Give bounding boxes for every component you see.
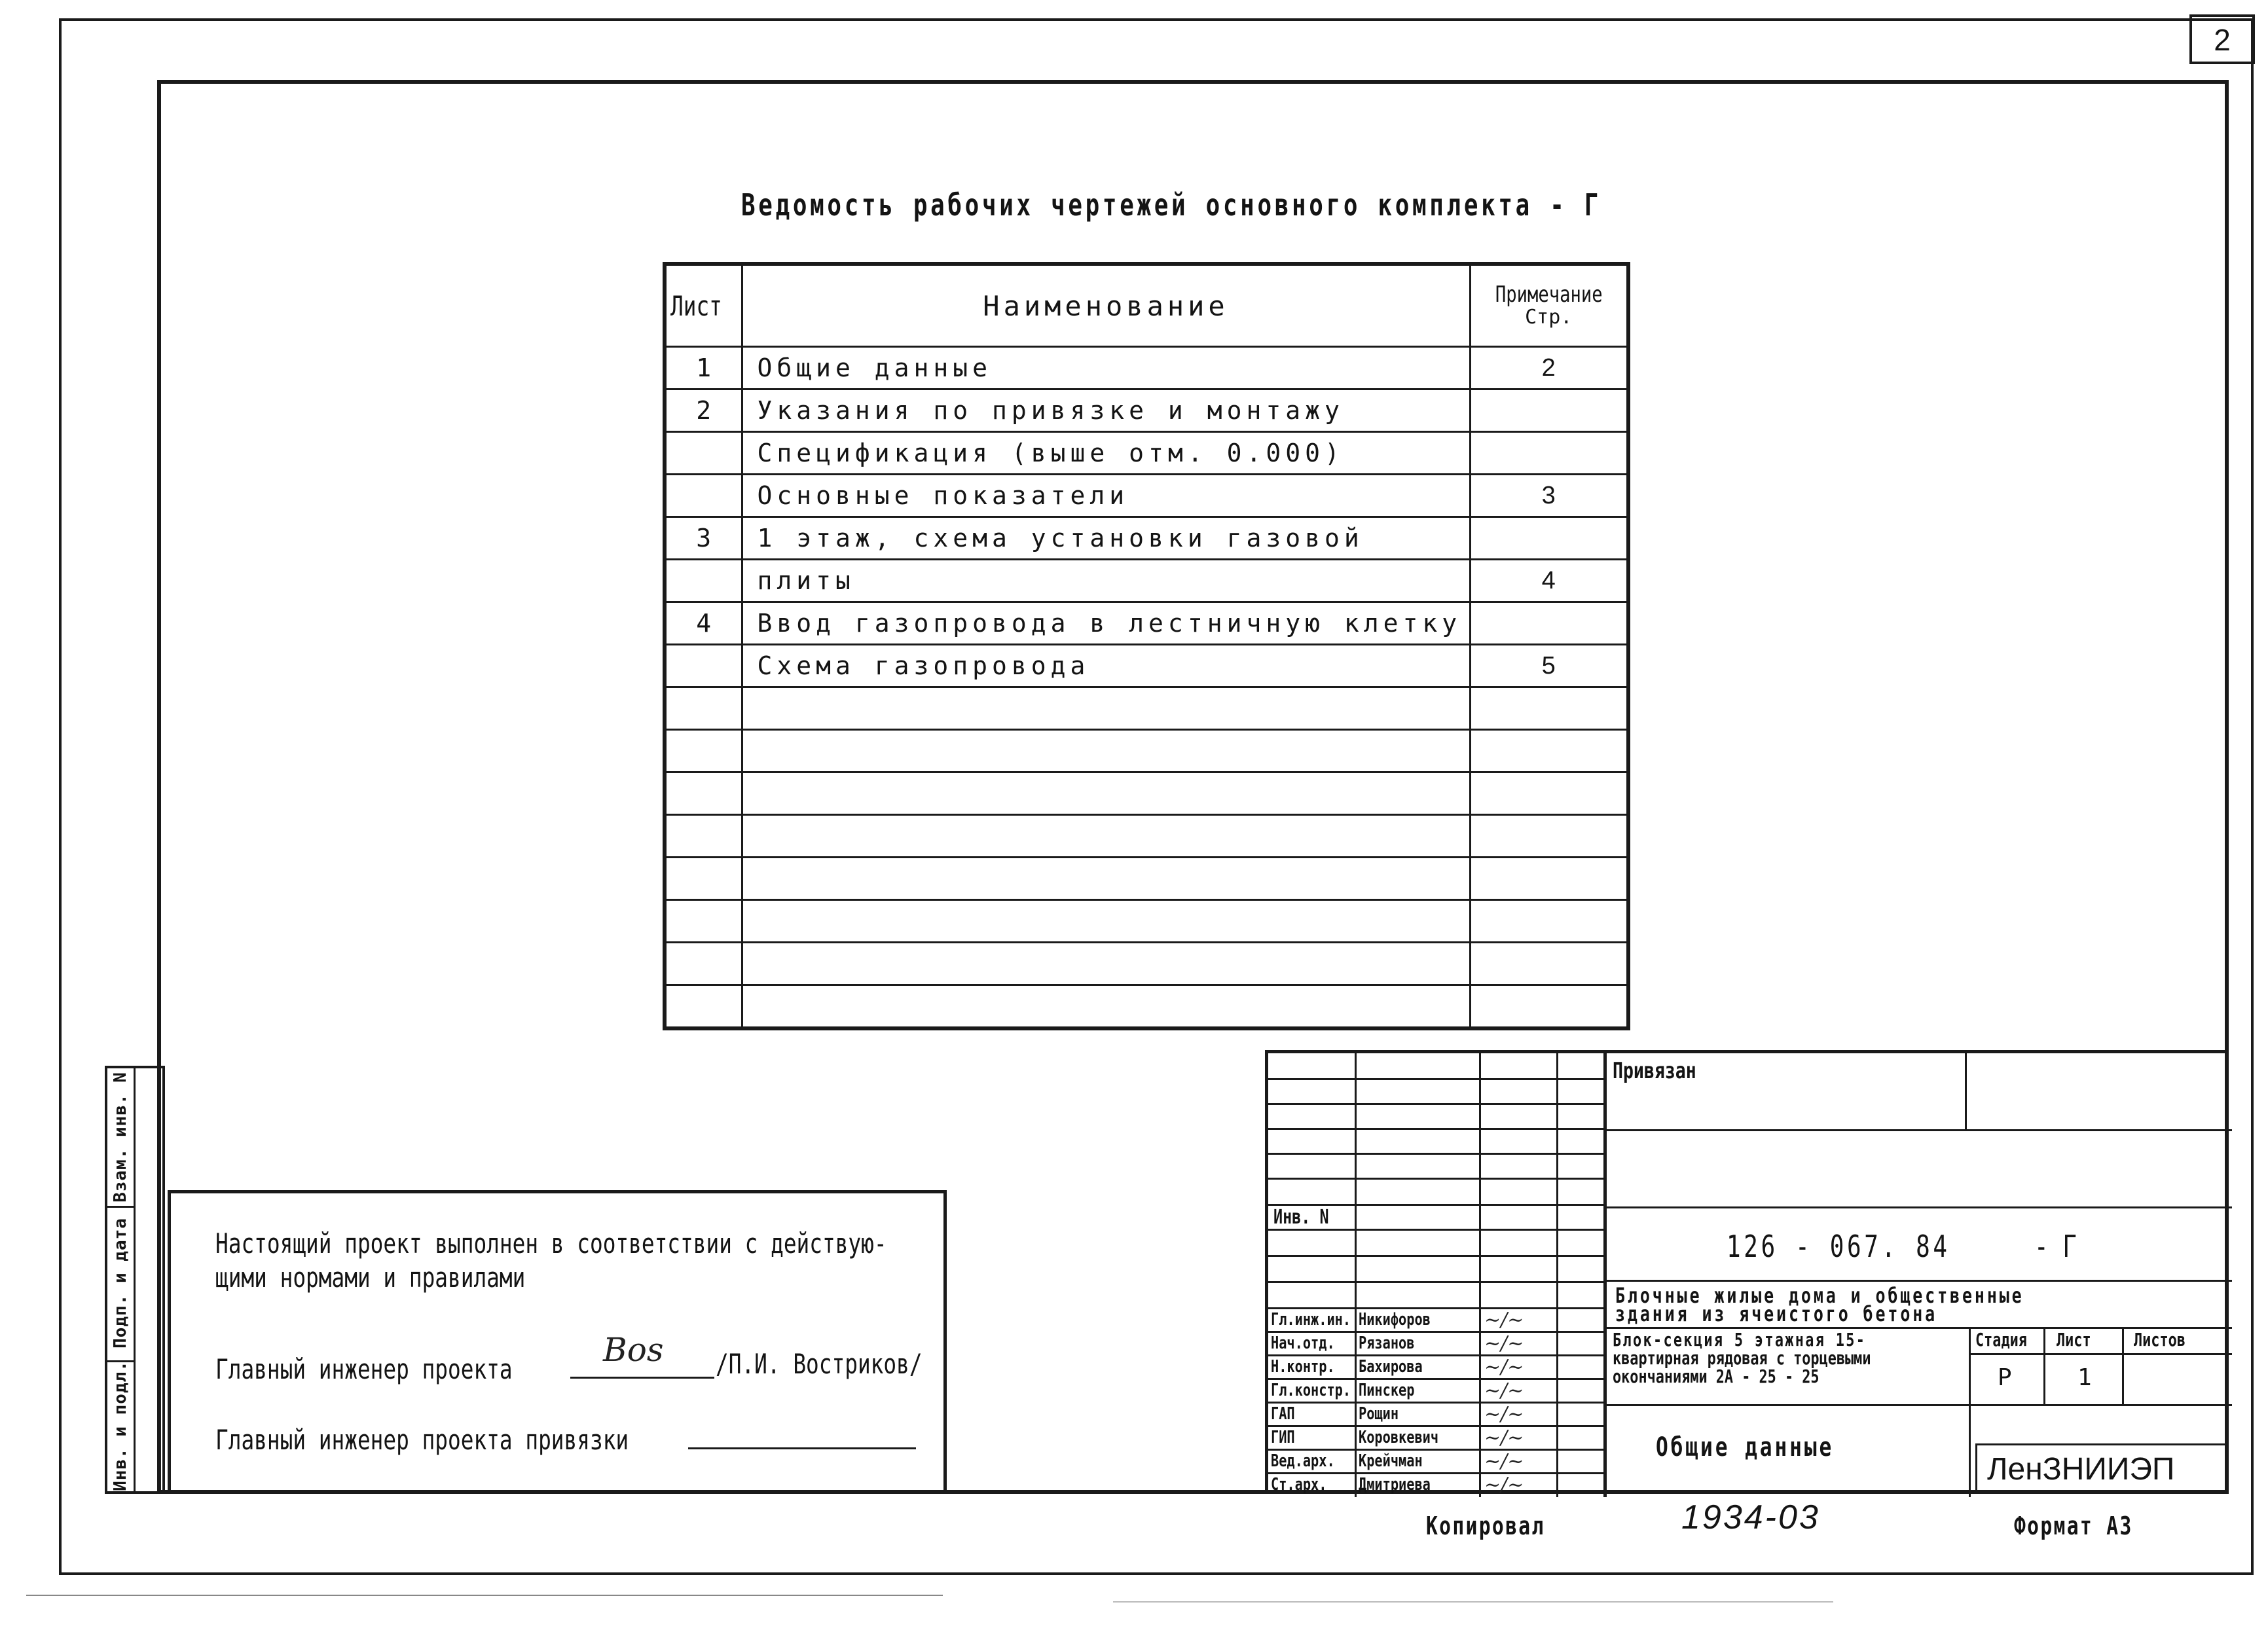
cell-note [1470,858,1628,900]
signer-name: Крейчман [1359,1451,1423,1471]
signer-signature: ~∕~ [1484,1332,1524,1355]
cell-sheet [665,432,742,475]
strip-cell-podp [107,1206,134,1362]
binding-engineer-label: Главный инженер проекта привязки [215,1424,629,1456]
table-row [665,858,1628,900]
table-header-row [665,264,1628,347]
stamp-hline [1268,1078,1603,1080]
col-header-name: Наименование [742,264,1470,347]
cell-sheet [665,475,742,517]
table-row [665,602,1628,645]
cell-sheet [665,815,742,858]
scan-edge [26,1595,943,1596]
signer-name: Рощин [1359,1404,1399,1424]
table-row [665,772,1628,815]
strip-cell-vzam [107,1068,134,1208]
stamp-hline [1268,1402,1603,1404]
signer-role: Гл.констр. [1271,1381,1351,1400]
copied-label: Копировал [1426,1512,1545,1540]
signer-name: Пинскер [1359,1381,1415,1400]
section-line3: окончаниями 2А - 25 - 25 [1613,1366,1820,1387]
stamp-hline [1603,1280,2232,1282]
signer-role: Гл.инж.ин. [1271,1310,1351,1330]
format-label: Формат А3 [2014,1512,2133,1540]
cell-note: 4 [1470,560,1628,602]
cell-sheet: 4 [665,602,742,645]
col-header-sheet: Лист [665,264,742,347]
doc-mark: - Г [2034,1229,2077,1264]
stamp-vline [1969,1327,1971,1497]
cell-note [1470,390,1628,432]
stamp-vline [2043,1327,2045,1404]
table-row [665,517,1628,560]
organization-name: ЛенЗНИИЭП [1987,1452,2175,1487]
stamp-hline [1268,1354,1603,1356]
table-row [665,432,1628,475]
stamp-hline [1268,1229,1603,1231]
cell-sheet [665,985,742,1029]
cell-note [1470,730,1628,772]
cell-sheet [665,943,742,985]
cell-name: Ввод газопровода в лестничную клетку [742,602,1470,645]
cell-sheet: 2 [665,390,742,432]
table-row [665,730,1628,772]
cell-sheet [665,645,742,687]
signer-role: Ст.арх. [1271,1475,1327,1495]
table-row [665,815,1628,858]
stamp-hline [1268,1281,1603,1283]
cell-name: Указания по привязке и монтажу [742,390,1470,432]
cell-name: Схема газопровода [742,645,1470,687]
cell-note: 3 [1470,475,1628,517]
cell-name [742,985,1470,1029]
copy-number: 1934-03 [1681,1498,1820,1536]
table-row [665,687,1628,730]
cell-sheet [665,900,742,943]
title-block [1265,1050,2229,1494]
table-row [665,645,1628,687]
cell-name: Основные показатели [742,475,1470,517]
cell-note [1470,772,1628,815]
stamp-hline [1268,1178,1603,1180]
cell-sheet [665,687,742,730]
cell-name: Спецификация (выше отм. 0.000) [742,432,1470,475]
cell-note [1470,815,1628,858]
cell-name [742,943,1470,985]
cell-note [1470,687,1628,730]
stage-value: Р [1998,1364,2012,1391]
signer-signature: ~∕~ [1484,1474,1524,1496]
strip-cell-inv [107,1360,134,1491]
cell-sheet: 3 [665,517,742,560]
cell-note [1470,943,1628,985]
cell-note [1470,432,1628,475]
chief-engineer-label: Главный инженер проекта [215,1353,513,1385]
stamp-hline [1268,1103,1603,1105]
section-line2: квартирная рядовая с торцевыми [1613,1347,1871,1369]
statement-box [168,1190,947,1494]
section-line1: Блок-секция 5 этажная 15- [1613,1329,1867,1350]
stamp-vline [2122,1327,2124,1404]
signer-role: Нач.отд. [1271,1333,1335,1353]
cell-sheet [665,560,742,602]
stamp-vline [1603,1053,1607,1497]
chief-engineer-signature: Bos [603,1331,664,1369]
stamp-hline [1603,1129,2232,1131]
privyazan-label: Привязан [1613,1058,1696,1084]
table-row [665,475,1628,517]
cell-name [742,858,1470,900]
stamp-hline [1268,1425,1603,1427]
doc-code: 126 - 067. 84 [1727,1229,1950,1264]
cell-name [742,815,1470,858]
chief-engineer-name: /П.И. Востриков/ [716,1348,923,1380]
cell-note [1470,985,1628,1029]
cell-note [1470,602,1628,645]
stamp-hline [1268,1449,1603,1451]
drawings-list-table [663,262,1630,1030]
signer-name: Коровкевич [1359,1428,1439,1447]
signature-line [570,1377,714,1379]
signer-signature: ~∕~ [1484,1379,1524,1402]
note-header-sub: Стр. [1525,306,1573,329]
stamp-hline [1268,1378,1603,1380]
project-title-line1: Блочные жилые дома и общественные [1615,1283,2024,1308]
stamp-vline [1355,1053,1357,1497]
table-row [665,347,1628,390]
binding-strip [105,1066,165,1494]
cell-sheet [665,858,742,900]
cell-note [1470,900,1628,943]
cell-name [742,687,1470,730]
strip-divider [134,1068,136,1491]
stamp-vline [1965,1053,1967,1129]
stamp-hline [1603,1404,2232,1406]
stamp-hline [1969,1353,2232,1355]
cell-name: плиты [742,560,1470,602]
stamp-hline [1268,1331,1603,1333]
signer-name: Рязанов [1359,1333,1415,1353]
table-row [665,560,1628,602]
col-stage-label: Стадия [1975,1329,2027,1350]
binding-signature-line [688,1447,916,1449]
signer-signature: ~∕~ [1484,1403,1524,1426]
signer-signature: ~∕~ [1484,1356,1524,1379]
stamp-hline [1268,1307,1603,1309]
cell-name [742,900,1470,943]
strip-label-inv: Инв. и подл. [111,1360,130,1491]
signer-signature: ~∕~ [1484,1450,1524,1473]
cell-name [742,772,1470,815]
col-sheets-label: Листов [2134,1329,2186,1350]
statement-text-line2: щими нормами и правилами [215,1261,526,1294]
page-title: Ведомость рабочих чертежей основного комплекта - Г [741,187,1602,223]
stamp-vline [1479,1053,1481,1497]
table-row [665,943,1628,985]
signer-name: Дмитриева [1359,1475,1431,1495]
signer-role: ГИП [1271,1428,1295,1447]
col-sheet-label: Лист [2057,1329,2091,1350]
stamp-hline [1268,1255,1603,1257]
cell-name: Общие данные [742,347,1470,390]
signer-name: Никифоров [1359,1310,1431,1330]
cell-sheet [665,730,742,772]
page-number: 2 [2189,14,2255,64]
table-row [665,390,1628,432]
signer-name: Бахирова [1359,1357,1423,1377]
cell-sheet: 1 [665,347,742,390]
note-header-label: Примечание [1495,281,1603,308]
cell-sheet [665,772,742,815]
project-title-line2: здания из ячеистого бетона [1615,1301,1938,1326]
cell-name [742,730,1470,772]
signer-role: Н.контр. [1271,1357,1335,1377]
strip-label-podp: Подп. и дата [111,1218,130,1349]
cell-name: 1 этаж, схема установки газовой [742,517,1470,560]
stamp-hline [1268,1128,1603,1130]
strip-label-vzam: Взам. инв. N [111,1072,130,1203]
table-row [665,985,1628,1029]
signer-role: Вед.арх. [1271,1451,1335,1471]
cell-note [1470,517,1628,560]
table-row [665,900,1628,943]
stamp-hline [1603,1206,2232,1208]
col-header-note [1470,264,1628,347]
stamp-hline [1268,1153,1603,1155]
cell-note: 2 [1470,347,1628,390]
scan-edge [1113,1601,1833,1603]
cell-note: 5 [1470,645,1628,687]
sheet-title: Общие данные [1656,1432,1835,1462]
sheet-value: 1 [2077,1364,2092,1391]
signer-role: ГАП [1271,1404,1295,1424]
signer-signature: ~∕~ [1484,1309,1524,1332]
signer-signature: ~∕~ [1484,1426,1524,1449]
stamp-hline [1268,1472,1603,1474]
statement-text-line1: Настоящий проект выполнен в соответствии с действую- [215,1227,887,1259]
inv-no-label: Инв. N [1273,1206,1329,1229]
stamp-vline [1556,1053,1558,1497]
